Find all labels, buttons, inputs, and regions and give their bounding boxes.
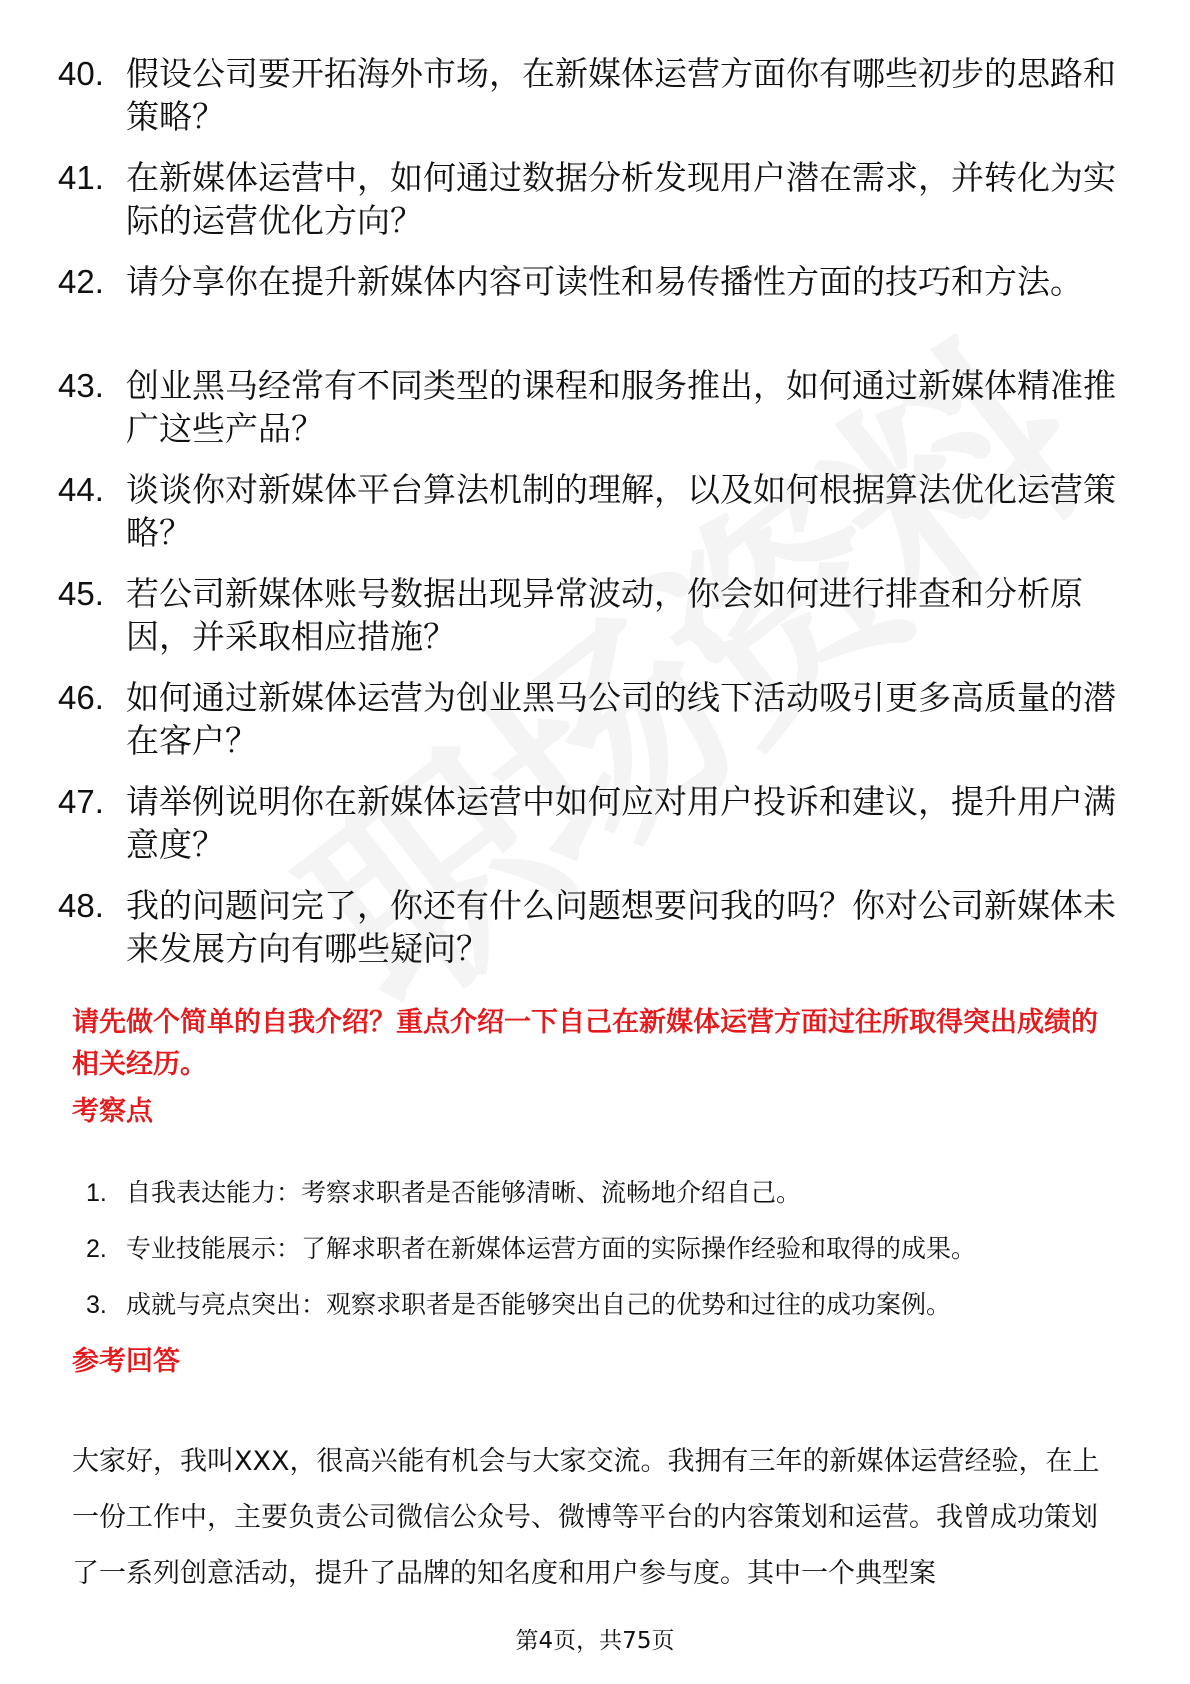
- question-text: 若公司新媒体账号数据出现异常波动，你会如何进行排查和分析原因，并采取相应措施？: [126, 574, 1083, 656]
- list-item: [0, 260, 1190, 364]
- point-number: 3.: [86, 1291, 107, 1319]
- featured-question: 请先做个简单的自我介绍？重点介绍一下自己在新媒体运营方面过往所取得突出成绩的相关经历。: [72, 1007, 1098, 1080]
- points-list: [0, 1175, 1190, 1343]
- list-item: [0, 1287, 1190, 1343]
- list-item: [0, 884, 1190, 988]
- question-text: 创业黑马经常有不同类型的课程和服务推出，如何通过新媒体精准推广这些产品？: [126, 366, 1116, 448]
- point-text: 成就与亮点突出：观察求职者是否能够突出自己的优势和过往的成功案例。: [126, 1290, 952, 1319]
- question-number: 40.: [58, 55, 104, 92]
- list-item: [0, 364, 1190, 468]
- answer-heading: 参考回答: [72, 1346, 180, 1377]
- list-item: [0, 1231, 1190, 1287]
- question-number: 43.: [58, 367, 104, 404]
- question-number: 48.: [58, 887, 104, 924]
- question-text: 如何通过新媒体运营为创业黑马公司的线下活动吸引更多高质量的潜在客户？: [126, 678, 1116, 760]
- question-number: 46.: [58, 679, 104, 716]
- points-heading: 考察点: [72, 1096, 153, 1127]
- question-text: 我的问题问完了，你还有什么问题想要问我的吗？你对公司新媒体未来发展方向有哪些疑问？: [126, 886, 1116, 968]
- list-item: [0, 1175, 1190, 1231]
- answer-paragraph: 大家好，我叫XXX，很高兴能有机会与大家交流。我拥有三年的新媒体运营经验，在上一份工作中，主要负责公司微信公众号、微博等平台的内容策划和运营。我曾成功策划了一系列创意活动，提升了品牌的知名度和用户参与度。其中一个典型案: [72, 1446, 1100, 1589]
- list-item: [0, 676, 1190, 780]
- list-item: [0, 468, 1190, 572]
- list-item: [0, 572, 1190, 676]
- question-list: [0, 52, 1190, 988]
- page-number: 第4页，共75页: [515, 1628, 675, 1654]
- question-number: 42.: [58, 263, 104, 300]
- question-number: 41.: [58, 159, 104, 196]
- point-number: 1.: [86, 1179, 107, 1207]
- list-item: [0, 52, 1190, 156]
- list-item: [0, 156, 1190, 260]
- point-text: 自我表达能力：考察求职者是否能够清晰、流畅地介绍自己。: [126, 1178, 802, 1207]
- question-number: 44.: [58, 471, 104, 508]
- question-number: 47.: [58, 783, 104, 820]
- list-item: [0, 780, 1190, 884]
- question-text: 假设公司要开拓海外市场，在新媒体运营方面你有哪些初步的思路和策略？: [126, 54, 1116, 136]
- question-text: 请举例说明你在新媒体运营中如何应对用户投诉和建议，提升用户满意度？: [126, 782, 1116, 864]
- point-number: 2.: [86, 1235, 107, 1263]
- question-text: 在新媒体运营中，如何通过数据分析发现用户潜在需求，并转化为实际的运营优化方向？: [126, 158, 1116, 240]
- question-text: 谈谈你对新媒体平台算法机制的理解，以及如何根据算法优化运营策略？: [126, 470, 1116, 552]
- question-number: 45.: [58, 575, 104, 612]
- question-text: 请分享你在提升新媒体内容可读性和易传播性方面的技巧和方法。: [126, 262, 1083, 301]
- point-text: 专业技能展示：了解求职者在新媒体运营方面的实际操作经验和取得的成果。: [126, 1234, 977, 1263]
